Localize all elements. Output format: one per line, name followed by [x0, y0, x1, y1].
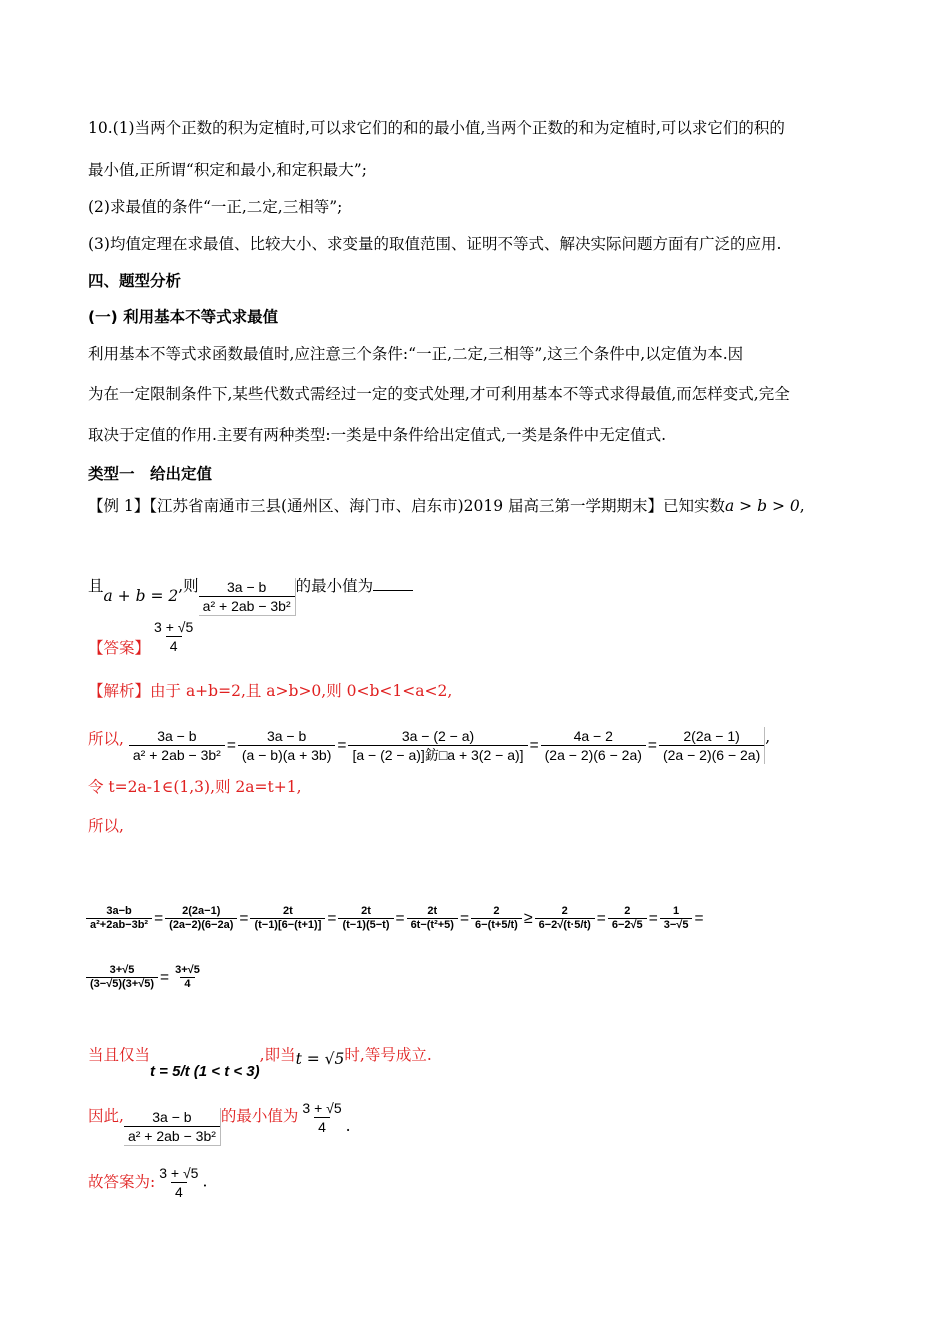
chain2-op-6: = [596, 909, 606, 927]
chain2-num-8: 1 [673, 905, 680, 917]
chain1-num-2: 3a − (2 − a) [401, 728, 475, 744]
chain2-den-1: (2a−2)(6−2a) [165, 918, 237, 932]
chain2-num-5: 2 [493, 905, 500, 917]
analysis-text: 由于 a+b=2,且 a>b>0,则 0<b<1<a<2, [150, 682, 453, 700]
chain1-den-1: (a − b)(a + 3b) [238, 745, 336, 764]
chain1-end: , [765, 727, 771, 746]
intro-line3: 取决于定值的作用.主要有两种类型:一类是中条件给出定值式,一类是条件中无定值式. [88, 426, 667, 444]
chain1-num-1: 3a − b [266, 728, 307, 744]
chain2-frac-2 [250, 905, 325, 932]
then-text: ,则 [178, 577, 199, 595]
equals-sign: = [529, 736, 539, 754]
subsection-title: (一) 利用基本不等式求最值 [88, 308, 279, 326]
chain3-frac-1 [171, 964, 204, 991]
answer-line [88, 618, 197, 655]
item10-line3: (2)求最值的条件“一正,二定,三相等”; [88, 198, 343, 216]
final-fraction [155, 1164, 202, 1201]
chain2-frac-7 [608, 905, 647, 932]
question-text: 的最小值为 [295, 577, 374, 595]
and-prefix: 且 [88, 577, 104, 595]
chain2-frac-0 [86, 905, 152, 932]
type-title: 类型一 给出定值 [88, 465, 213, 483]
equality-line [88, 1044, 432, 1080]
analysis-chain1 [88, 727, 770, 764]
equals-sign: = [226, 736, 236, 754]
chain1-frac-0 [129, 727, 225, 764]
chain2-frac-1 [165, 905, 237, 932]
example-question [88, 568, 413, 614]
chain2-op-8: = [694, 909, 704, 927]
chain2-op-5: ≥ [523, 909, 533, 927]
final-answer-line [88, 1164, 207, 1201]
chain2-den-6: 6−2√(t·5/t) [535, 918, 595, 932]
therefore-answer-fraction [298, 1099, 345, 1136]
equality-condition: t = 5/t (1 < t < 3) [150, 1063, 260, 1080]
chain3-den-0: (3−√5)(3+√5) [86, 977, 158, 991]
equality-t: t = √5 [295, 1050, 345, 1068]
chain2-op-0: = [154, 909, 164, 927]
question-denominator: a² + 2ab − 3b² [199, 596, 295, 615]
question-numerator: 3a − b [226, 579, 267, 595]
chain1-num-3: 4a − 2 [573, 728, 613, 744]
chain2-frac-8 [660, 905, 693, 932]
final-label: 故答案为: [88, 1172, 156, 1191]
chain2-frac-6 [535, 905, 595, 932]
therefore-numerator: 3a − b [152, 1109, 192, 1125]
example-label: 【例 1】【江苏省南通市三县(通州区、海门市、启东市)2019 届高三第一学期期末】已知实数 [88, 497, 726, 515]
analysis-chain2 [86, 905, 706, 932]
so-text-2: 所以, [88, 817, 124, 835]
final-num: 3 + √5 [159, 1165, 199, 1181]
chain2-op-7: = [648, 909, 658, 927]
chain2-den-2: (t−1)[6−(t+1)] [250, 918, 325, 932]
chain2-den-5: 6−(t+5/t) [471, 918, 522, 932]
analysis-label: 【解析】 [88, 682, 151, 700]
chain2-frac-4 [407, 905, 458, 932]
item10-line1: 10.(1)当两个正数的积为定植时,可以求它们的和的最小值,当两个正数的和为定植时,可以求它们的积的 [88, 119, 785, 137]
therefore-answer-num: 3 + √5 [302, 1099, 342, 1116]
chain3-frac-0 [86, 964, 158, 991]
chain2-num-3: 2t [361, 905, 371, 917]
chain2-num-2: 2t [283, 905, 293, 917]
chain2-frac-3 [338, 905, 393, 932]
therefore-mid: 的最小值为 [220, 1107, 299, 1125]
therefore-answer-den: 4 [314, 1117, 330, 1136]
final-end: . [202, 1172, 208, 1191]
example-comma: , [799, 497, 805, 515]
chain2-num-4: 2t [427, 905, 438, 917]
chain1-frac-1 [238, 727, 336, 764]
chain2-op-3: = [395, 909, 405, 927]
chain3-den-1: 4 [180, 977, 194, 991]
chain1-frac-2 [348, 727, 527, 764]
chain2-num-6: 2 [561, 905, 568, 917]
chain1-frac-3 [541, 727, 646, 764]
chain1-den-4: (2a − 2)(6 − 2a) [659, 745, 764, 764]
equals-sign: = [337, 736, 347, 754]
so-text-1: 所以, [88, 729, 124, 748]
answer-numerator: 3 + √5 [154, 619, 194, 635]
final-den: 4 [171, 1182, 187, 1201]
answer-fraction [150, 618, 197, 655]
therefore-fraction [124, 1108, 221, 1146]
answer-denominator: 4 [166, 636, 182, 655]
chain2-den-4: 6t−(t²+5) [407, 918, 458, 932]
equals-sign: = [160, 968, 170, 986]
analysis-chain3 [86, 964, 204, 991]
chain3-num-0: 3+√5 [109, 964, 135, 976]
therefore-end: . [345, 1117, 351, 1135]
intro-line1: 利用基本不等式求函数最值时,应注意三个条件:“一正,二定,三相等”,这三个条件中,以定值为本.因 [88, 345, 744, 363]
chain1-den-0: a² + 2ab − 3b² [129, 745, 225, 764]
item10-line4: (3)均值定理在求最值、比较大小、求变量的取值范围、证明不等式、解决实际问题方面有广泛的应用. [88, 235, 782, 253]
therefore-denominator: a² + 2ab − 3b² [124, 1126, 220, 1145]
chain2-den-7: 6−2√5 [608, 918, 647, 932]
therefore-prefix: 因此, [88, 1107, 124, 1125]
example-cond1: a > b > 0 [725, 497, 800, 515]
chain2-op-2: = [327, 909, 337, 927]
equality-prefix: 当且仅当 [88, 1046, 151, 1064]
chain1-num-0: 3a − b [157, 728, 197, 744]
chain1-num-4: 2(2a − 1) [683, 728, 740, 744]
equals-sign: = [647, 736, 657, 754]
let-line: 令 t=2a-1∈(1,3),则 2a=t+1, [88, 778, 302, 796]
chain1-den-3: (2a − 2)(6 − 2a) [541, 745, 646, 764]
example-line [88, 495, 805, 517]
equality-suffix: 时,等号成立. [344, 1046, 432, 1064]
answer-blank [373, 576, 413, 591]
example-cond2: a + b = 2 [103, 587, 179, 605]
answer-label: 【答案】 [88, 638, 151, 657]
chain2-num-0: 3a−b [106, 905, 132, 917]
chain2-den-0: a²+2ab−3b² [86, 918, 152, 932]
analysis-line1 [88, 680, 452, 702]
chain2-op-1: = [239, 909, 249, 927]
chain2-den-8: 3−√5 [660, 918, 693, 932]
intro-line2: 为在一定限制条件下,某些代数式需经过一定的变式处理,才可利用基本不等式求得最值,而怎样变式,完全 [88, 385, 790, 403]
chain2-num-1: 2(2a−1) [182, 905, 221, 917]
chain2-frac-5 [471, 905, 522, 932]
question-fraction [199, 578, 296, 616]
chain2-op-4: = [459, 909, 470, 927]
item10-line2: 最小值,正所谓“积定和最小,和定积最大”; [88, 161, 367, 179]
section-title: 四、题型分析 [88, 272, 182, 290]
chain2-den-3: (t−1)(5−t) [338, 918, 393, 932]
chain3-num-1: 3+√5 [175, 964, 200, 976]
therefore-line [88, 1099, 351, 1146]
chain1-frac-4 [659, 727, 765, 764]
chain1-den-2: [a − (2 − a)]鈁□a + 3(2 − a)] [348, 745, 527, 764]
chain2-num-7: 2 [624, 905, 631, 917]
equality-mid: ,即当 [259, 1046, 296, 1064]
